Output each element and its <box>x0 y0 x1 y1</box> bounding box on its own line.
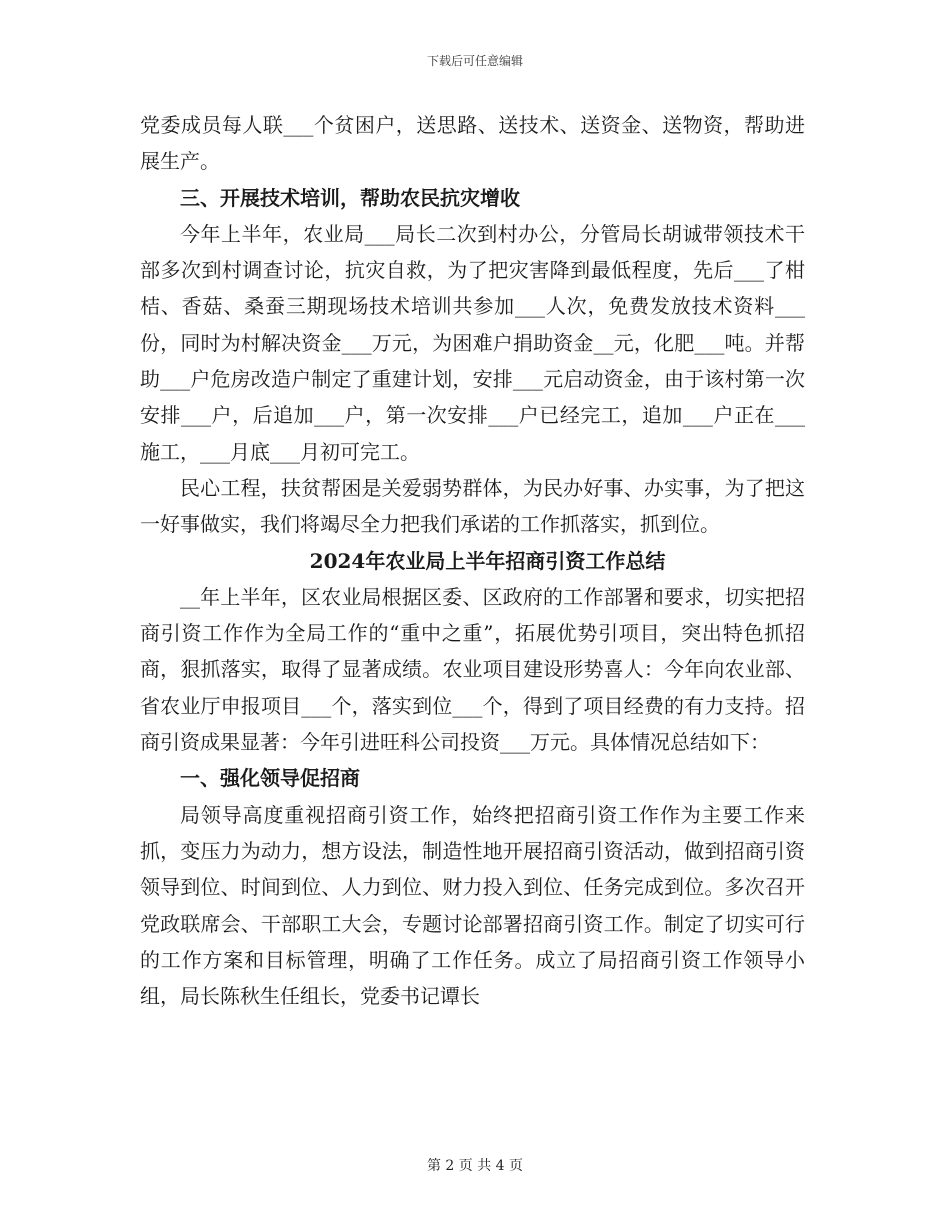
section-heading-1: 一、强化领导促招商 <box>180 766 360 791</box>
paragraph-continuation: 党委成员每人联___个贫困户，送思路、送技术、送资金、送物资，帮助进展生产。 <box>140 113 805 174</box>
paragraph-intro: __年上半年，区农业局根据区委、区政府的工作部署和要求，切实把招商引资工作作为全局工作的“重中之重”，拓展优势引项目，突出特色抓招商，狠抓落实，取得了显著成绩。农业项目建设形势喜人：今年向农业部、省农业厅申报项目___个，落实到位___个，得到了项目经费的有力支持。招商引资成果显著：今年引进旺科公司投资___万元。具体情况总结如下： <box>140 584 805 755</box>
paragraph-leadership: 局领导高度重视招商引资工作，始终把招商引资工作作为主要工作来抓，变压力为动力，想方设法，制造性地开展招商引资活动，做到招商引资领导到位、时间到位、人力到位、财力投入到位、任务完成到位。多次召开党政联席会、干部职工大会，专题讨论部署招商引资工作。制定了切实可行的工作方案和目标管理，明确了工作任务。成立了局招商引资工作领导小组，局长陈秋生任组长，党委书记谭长 <box>140 802 805 1009</box>
paragraph-training: 今年上半年，农业局___局长二次到村办公，分管局长胡诚带领技术干部多次到村调查讨论，抗灾自救，为了把灾害降到最低程度，先后___了柑桔、香菇、桑蚕三期现场技术培训共参加___人次，免费发放技术资料___份，同时为村解决资金___万元，为困难户捐助资金__元，化肥___吨。并帮助___户危房改造户制定了重建计划，安排___元启动资金，由于该村第一次安排___户，后追加___户，第一次安排___户已经完工，追加___户正在___施工，___月底___月初可完工。 <box>140 221 805 464</box>
page-footer: 第 2 页 共 4 页 <box>426 1158 524 1174</box>
document-body <box>140 107 805 1014</box>
document-title: 2024年农业局上半年招商引资工作总结 <box>309 548 666 573</box>
page-header: 下载后可任意编辑 <box>426 54 523 68</box>
paragraph-conclusion: 民心工程，扶贫帮困是关爱弱势群体，为民办好事、办实事，为了把这一好事做实，我们将竭尽全力把我们承诺的工作抓落实，抓到位。 <box>140 475 805 537</box>
section-heading-3: 三、开展技术培训，帮助农民抗灾增收 <box>180 185 520 210</box>
